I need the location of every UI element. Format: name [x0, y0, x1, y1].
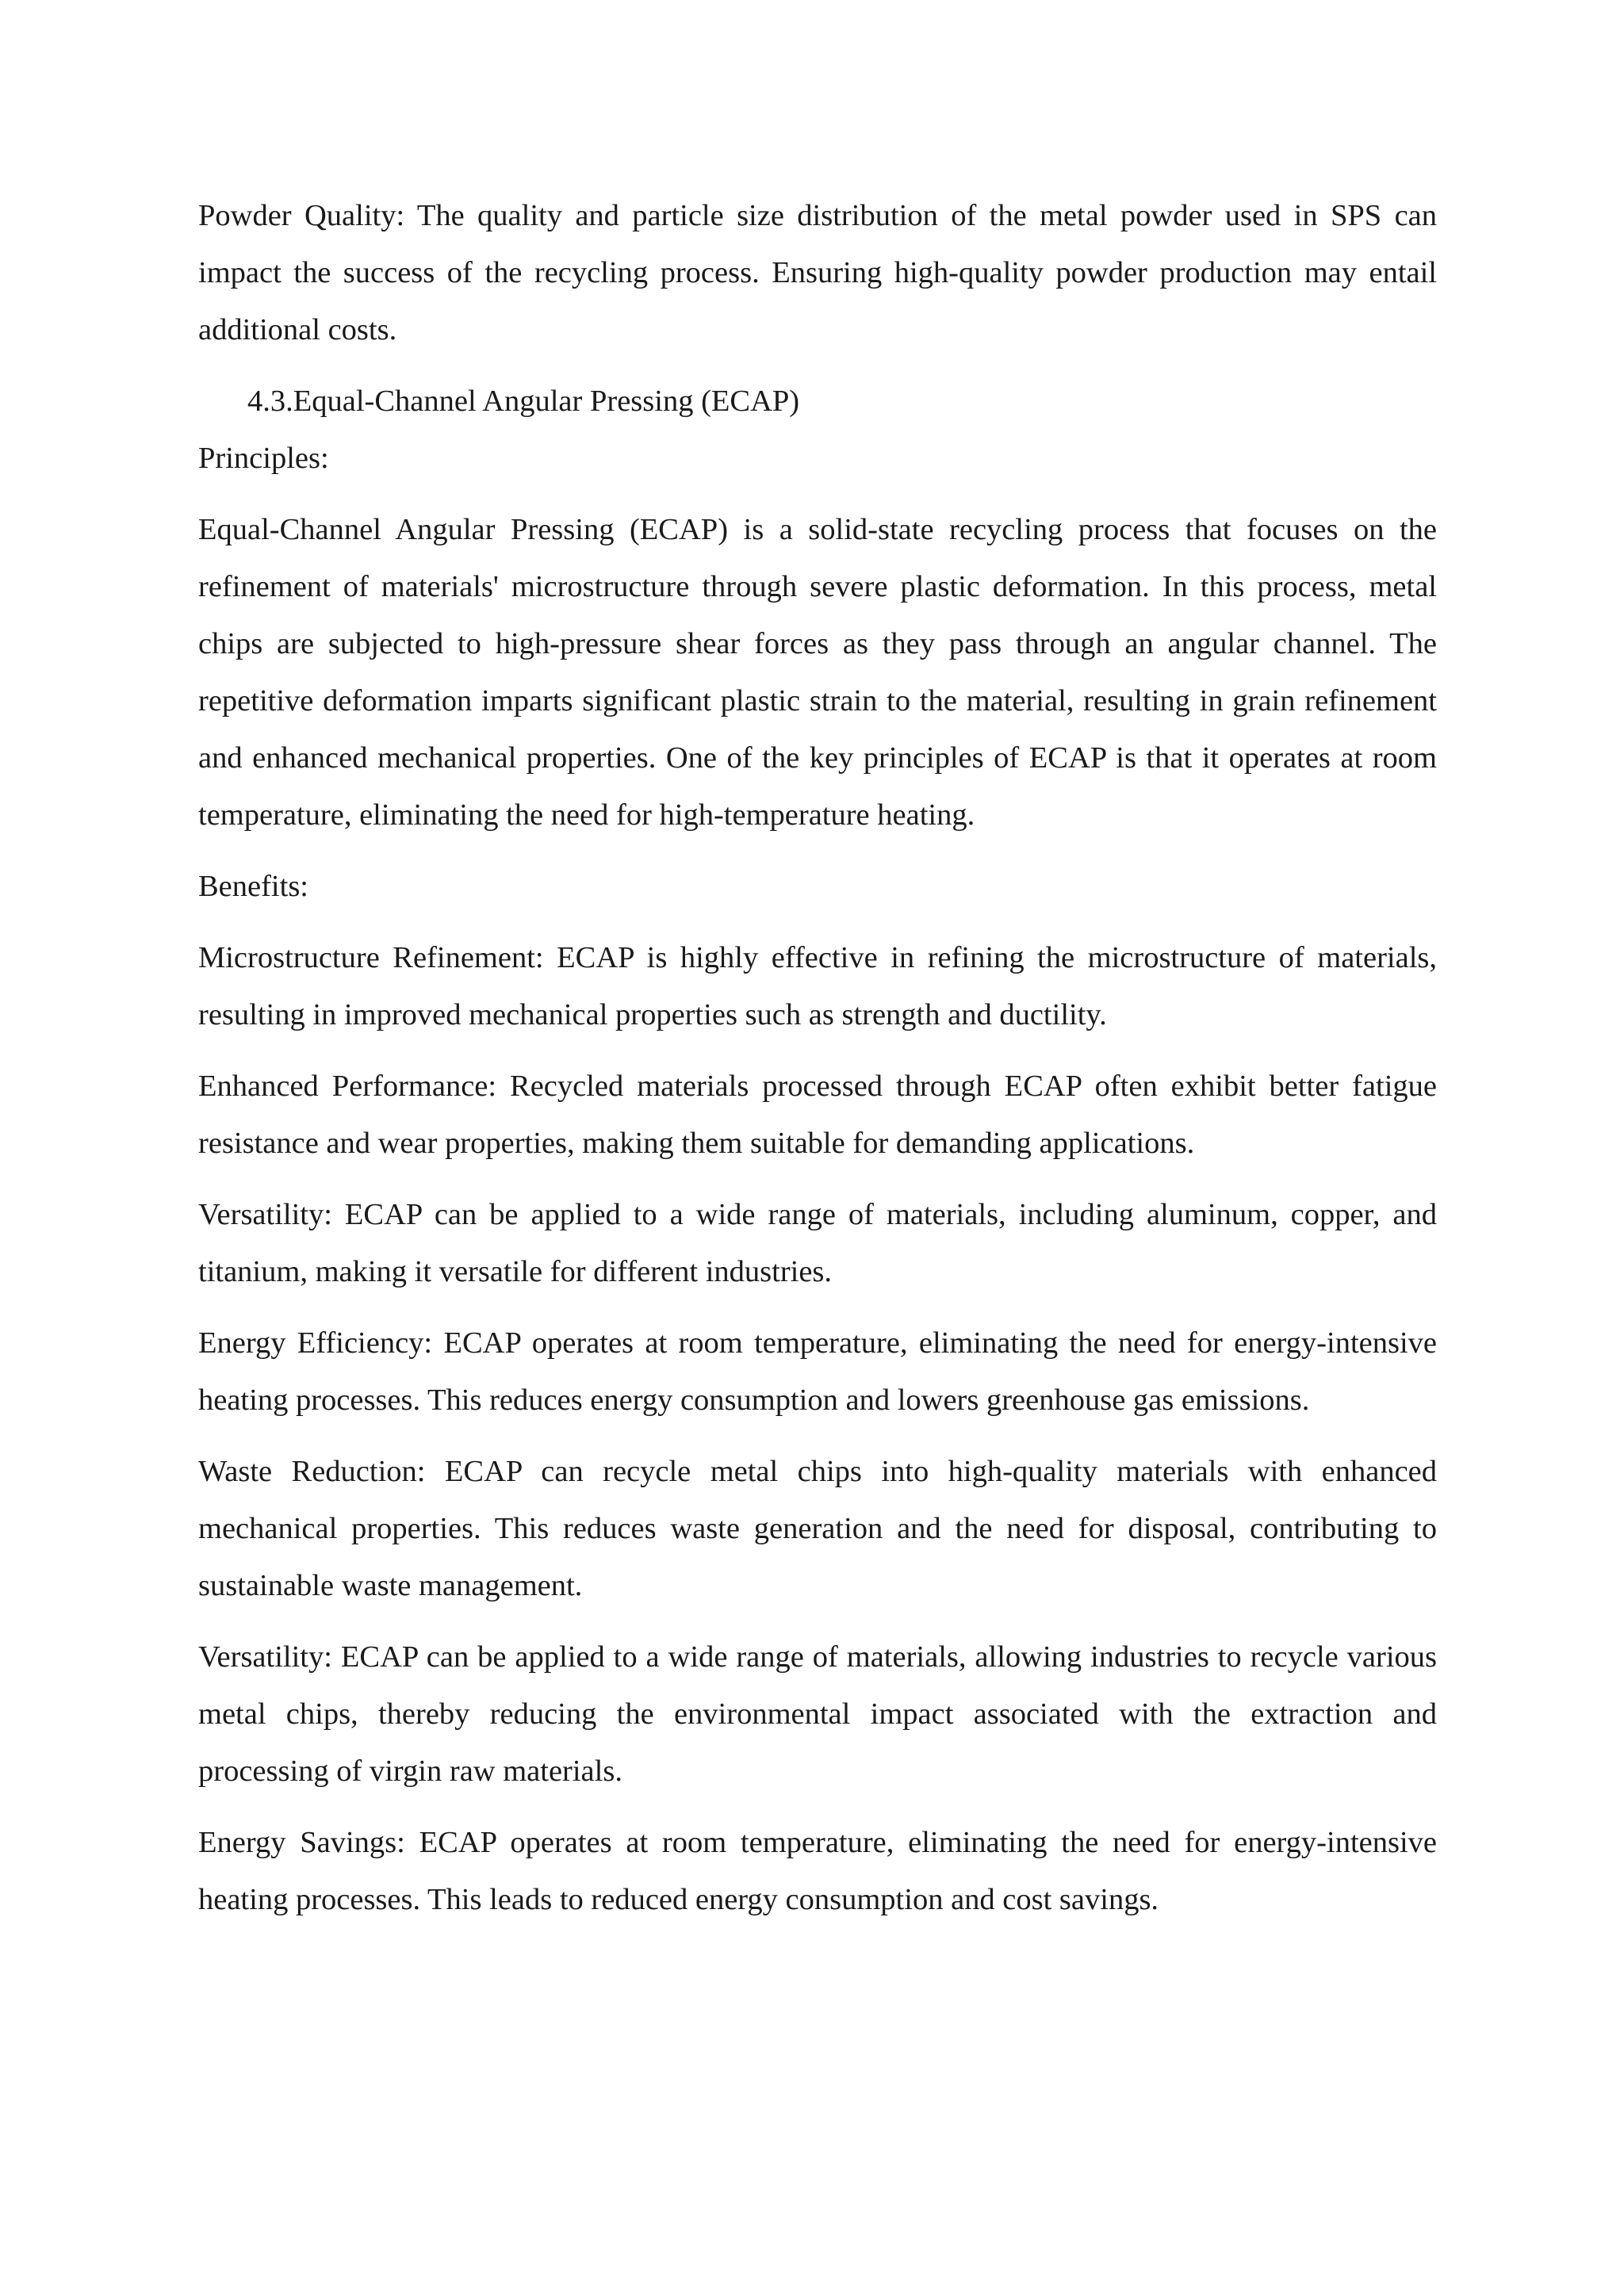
principles-label: Principles:	[198, 442, 329, 475]
paragraph-energy-savings: Energy Savings: ECAP operates at room temperature, eliminating the need for energy-intensive heating processes. This leads to reduced energy consumption and cost savings.	[198, 1826, 1437, 1916]
paragraph-microstructure-refinement: Microstructure Refinement: ECAP is highly effective in refining the microstructure of materials, resulting in improved mechanical properties such as strength and ductility.	[198, 941, 1437, 1031]
paragraph-powder-quality: Powder Quality: The quality and particle size distribution of the metal powder used in SPS can impact the success of the recycling process. Ensuring high-quality powder production may entail additional costs.	[198, 199, 1437, 346]
paragraph-energy-efficiency: Energy Efficiency: ECAP operates at room temperature, eliminating the need for energy-intensive heating processes. This reduces energy consumption and lowers greenhouse gas emissions.	[198, 1326, 1437, 1417]
paragraph-principles: Equal-Channel Angular Pressing (ECAP) is a solid-state recycling process that focuses on the refinement of materials' microstructure through severe plastic deformation. In this process, metal chips are subjected to high-pressure shear forces as they pass through an angular channel. The repetitive deformation imparts significant plastic strain to the material, resulting in grain refinement and enhanced mechanical properties. One of the key principles of ECAP is that it operates at room temperature, eliminating the need for high-temperature heating.	[198, 513, 1437, 832]
paragraph-waste-reduction: Waste Reduction: ECAP can recycle metal chips into high-quality materials with enhanced mechanical properties. This reduces waste generation and the need for disposal, contributing to sustainable waste management.	[198, 1455, 1437, 1602]
section-heading: 4.3.Equal-Channel Angular Pressing (ECAP)	[247, 385, 800, 418]
paragraph-versatility-recycling: Versatility: ECAP can be applied to a wide range of materials, allowing industries to recycle various metal chips, thereby reducing the environmental impact associated with the extraction and processing of virgin raw materials.	[198, 1640, 1437, 1788]
paragraph-enhanced-performance: Enhanced Performance: Recycled materials processed through ECAP often exhibit better fatigue resistance and wear properties, making them suitable for demanding applications.	[198, 1070, 1437, 1160]
paragraph-versatility: Versatility: ECAP can be applied to a wide range of materials, including aluminum, copper, and titanium, making it versatile for different industries.	[198, 1198, 1437, 1288]
page-body	[198, 187, 1437, 1942]
benefits-label: Benefits:	[198, 870, 308, 903]
